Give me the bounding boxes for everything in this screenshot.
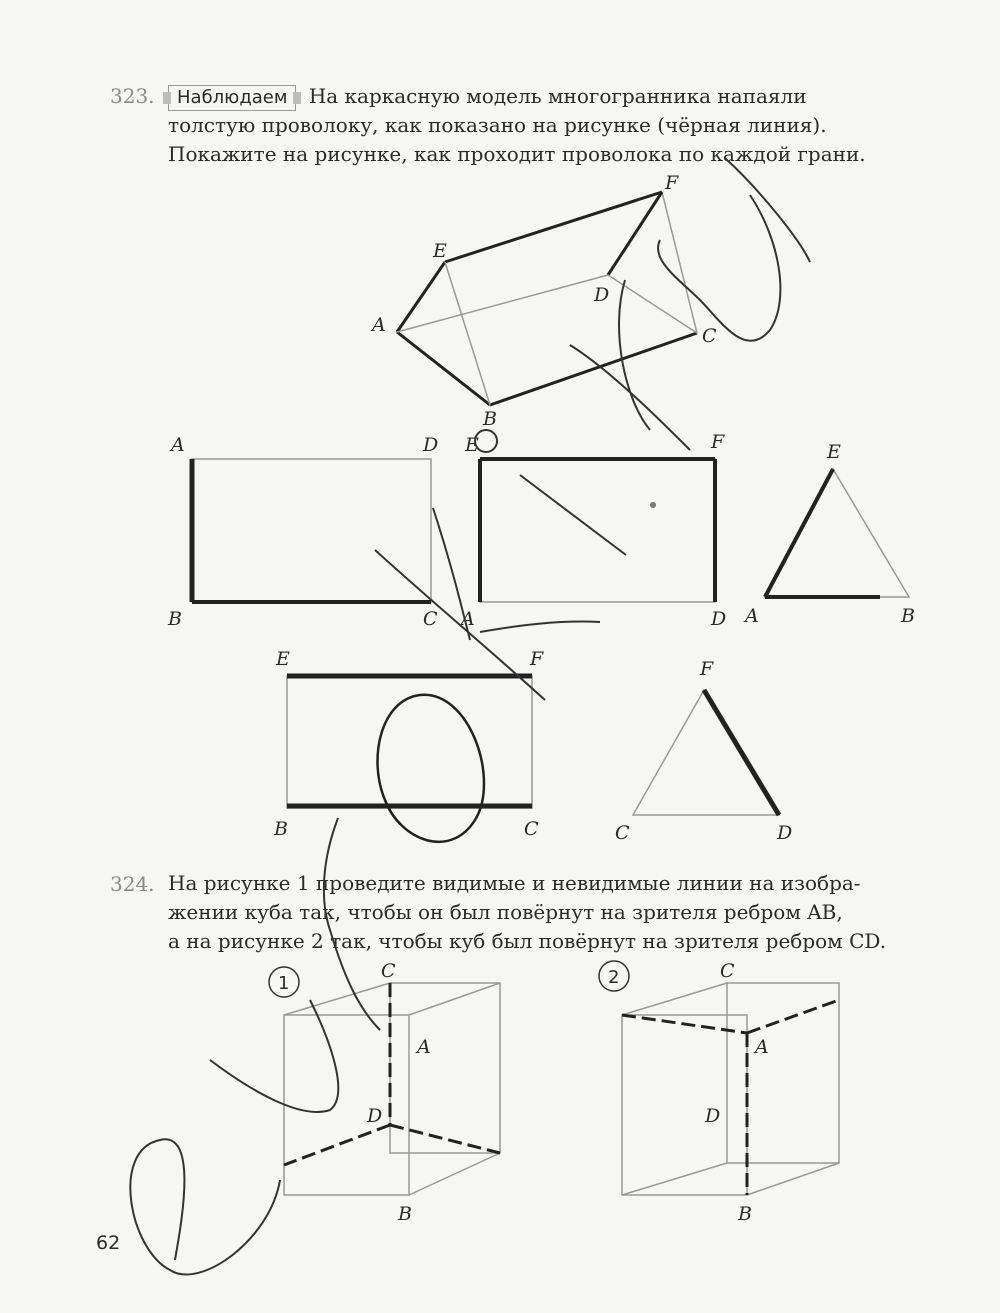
cube2-label-c: C bbox=[720, 960, 735, 982]
face4-label-f: F bbox=[530, 648, 544, 670]
face-efcb bbox=[287, 676, 532, 842]
face5-label-f: F bbox=[700, 658, 714, 680]
prism-label-b: B bbox=[483, 408, 497, 430]
face2-label-f: F bbox=[711, 431, 725, 453]
problem-323-line1: На каркасную модель многогранника напаяли bbox=[308, 84, 807, 108]
problem-324-number: 324. bbox=[110, 872, 155, 896]
face1-label-a: A bbox=[171, 434, 185, 456]
face-eab bbox=[765, 469, 909, 597]
problem-323-line3: Покажите на рисунке, как проходит проволока по каждой грани. bbox=[168, 142, 866, 166]
face1-label-d: D bbox=[423, 434, 439, 456]
face-abcd bbox=[192, 459, 431, 602]
prism-label-e: E bbox=[433, 240, 447, 262]
face2-label-a: A bbox=[461, 608, 475, 630]
prism-label-a: A bbox=[372, 314, 386, 336]
page-number: 62 bbox=[96, 1232, 121, 1254]
prism-label-f: F bbox=[665, 172, 679, 194]
face1-label-c: C bbox=[423, 608, 438, 630]
cube2-label-d: D bbox=[705, 1105, 721, 1127]
cube2-label-a: A bbox=[755, 1036, 769, 1058]
problem-323-line2: толстую проволоку, как показано на рисунке (чёрная линия). bbox=[168, 113, 827, 137]
prism-label-d: D bbox=[594, 284, 610, 306]
cube2-label-b: B bbox=[738, 1203, 752, 1225]
cube1-label-a: A bbox=[417, 1036, 431, 1058]
face5-label-c: C bbox=[615, 822, 630, 844]
problem-323-number: 323. bbox=[110, 84, 155, 108]
cube1-tag: 1 bbox=[278, 973, 290, 994]
face4-label-b: B bbox=[274, 818, 288, 840]
observe-badge: Наблюдаем bbox=[168, 85, 296, 111]
cube1-label-d: D bbox=[367, 1105, 383, 1127]
problem-324-line3: а на рисунке 2 так, чтобы куб был повёрнут на зрителя ребром CD. bbox=[168, 929, 887, 953]
face3-label-b: B bbox=[901, 605, 915, 627]
problem-324-line1: На рисунке 1 проведите видимые и невидимые линии на изобра- bbox=[168, 871, 861, 895]
face2-label-d: D bbox=[711, 608, 727, 630]
cube-2 bbox=[622, 983, 839, 1195]
face3-label-a: A bbox=[745, 605, 759, 627]
face-fcd bbox=[633, 690, 779, 815]
face2-label-e: E bbox=[465, 434, 479, 456]
face1-label-b: B bbox=[168, 608, 182, 630]
problem-324-line2: жении куба так, чтобы он был повёрнут на зрителя ребром AB, bbox=[168, 900, 843, 924]
prism-figure bbox=[397, 192, 697, 405]
face4-label-e: E bbox=[276, 648, 290, 670]
prism-label-c: C bbox=[702, 325, 717, 347]
cube1-label-b: B bbox=[398, 1203, 412, 1225]
face5-label-d: D bbox=[777, 822, 793, 844]
cube2-tag: 2 bbox=[608, 967, 620, 988]
face4-label-c: C bbox=[524, 818, 539, 840]
face-efda bbox=[475, 430, 715, 602]
cube1-label-c: C bbox=[381, 960, 396, 982]
face3-label-e: E bbox=[827, 441, 841, 463]
